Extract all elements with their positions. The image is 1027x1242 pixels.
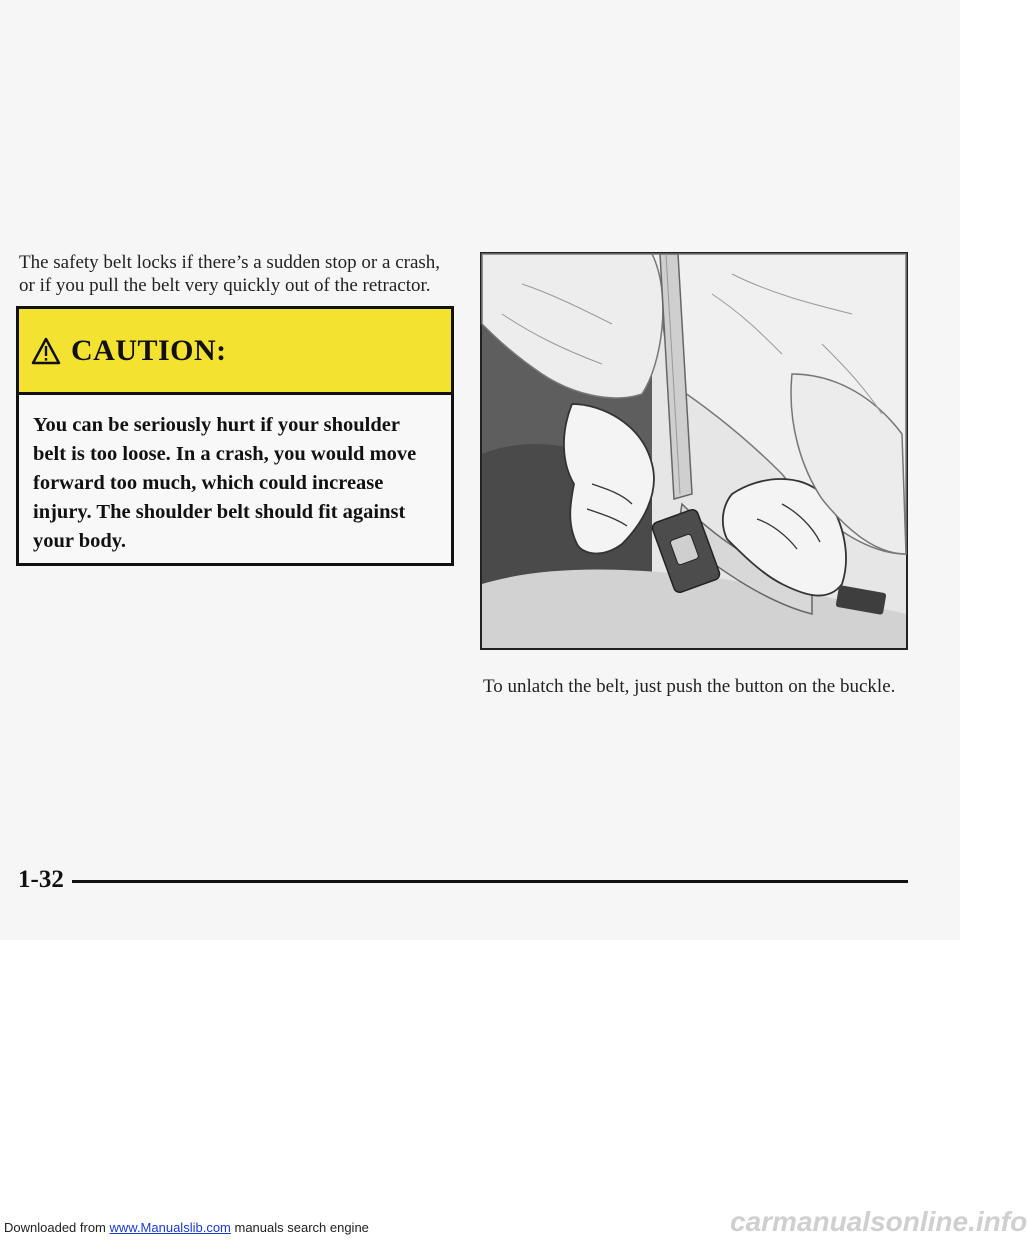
caution-title: CAUTION:	[71, 333, 227, 367]
caution-box	[16, 306, 454, 566]
unlatch-paragraph: To unlatch the belt, just push the button on the buckle.	[483, 676, 896, 697]
footer-rule	[72, 880, 908, 883]
watermark-suffix: manuals search engine	[230, 1220, 369, 1235]
page-number: 1-32	[18, 866, 64, 893]
download-watermark	[4, 1220, 369, 1235]
caution-header	[19, 309, 451, 395]
caution-body: You can be seriously hurt if your shoulder belt is too loose. In a crash, you would move forward too much, which could increase injury. The shoulder belt should fit against your body.	[33, 414, 417, 552]
seatbelt-buckle-illustration	[480, 252, 908, 650]
warning-triangle-icon	[31, 337, 61, 365]
intro-paragraph: The safety belt locks if there’s a sudden stop or a crash, or if you pull the belt very quickly out of the retractor.	[19, 252, 441, 296]
brand-watermark: carmanualsonline.info	[730, 1206, 1027, 1237]
manualslib-link[interactable]: www.Manualslib.com	[109, 1220, 231, 1235]
watermark-prefix: Downloaded from	[4, 1220, 110, 1235]
